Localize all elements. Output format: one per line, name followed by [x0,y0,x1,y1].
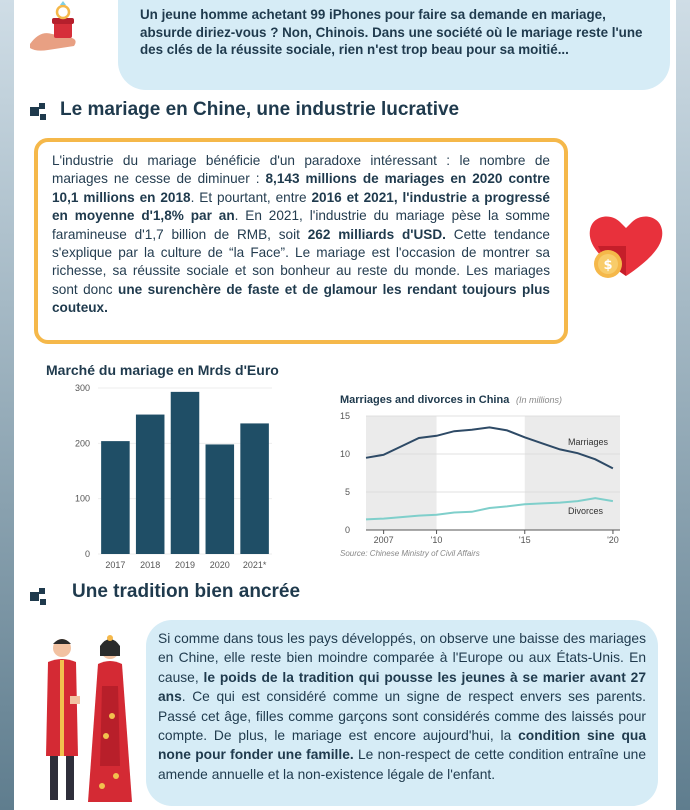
y-tick-label: 200 [74,438,90,449]
x-tick-label: '10 [430,535,443,545]
chart-2-title: Marriages and divorces in China [340,394,510,406]
x-tick-label: '20 [607,535,619,545]
heart-money-icon [586,206,666,286]
page-edge-right [676,0,690,810]
page-edge-left [0,0,14,810]
wedding-couple-illustration [36,626,136,810]
svg-text:$: $ [603,258,613,273]
paragraph-text: . Ce qui est considéré comme un signe de respect envers ses parents. Passé cet âge, filles comme garçons sont considérés comme des laissés pour compte. De plus, le mariage est encore aujourd'hui, la [158,689,646,744]
y-tick-label: 0 [344,525,350,535]
x-tick-label: 2018 [140,560,161,570]
bar [240,423,269,554]
bar [136,415,165,554]
chart-2-subtitle: (In millions) [516,395,563,405]
y-tick-label: 300 [74,383,90,393]
x-tick-label: 2021* [242,560,267,570]
section-bullet-icon [30,588,50,606]
series-label: Marriages [568,437,609,448]
y-tick-label: 5 [344,487,350,497]
highlight-text: le poids de la tradition qui pousse les jeunes à se marier avant 27 ans [158,669,647,705]
x-tick-label: 2017 [105,560,126,570]
paragraph-text: . Et pourtant, entre [190,189,312,205]
y-tick-label: 0 [84,549,90,559]
intro-bubble [118,0,670,90]
section-2-title: Une tradition bien ancrée [72,581,301,602]
highlight-text: une surenchère de faste et de glamour les rendant toujours plus couteux. [52,281,550,316]
series-label: Divorces [568,506,604,517]
ring-box-icon [28,0,88,52]
highlight-text: condition sine qua none pour fonder une famille. [158,728,646,763]
bar [206,444,235,554]
shaded-band [366,416,437,530]
paragraph-text: L'industrie du mariage bénéficie d'un paradoxe intéressant : le nombre de mariages ne cesse de diminuer : [52,153,550,187]
paragraph-text: Le non-respect de cette condition entraîne une amende annuelle et la non-existence légale de l'enfant. [158,747,646,782]
highlight-text: 262 milliards d'USD. [307,226,446,242]
y-tick-label: 10 [339,449,350,459]
section-bullet-icon [30,103,50,121]
chart-2-source: Source: Chinese Ministry of Civil Affairs [340,549,480,558]
y-tick-label: 100 [74,493,90,504]
bar [171,392,200,554]
x-tick-label: '15 [518,535,531,545]
market-bar-chart [60,380,280,575]
tradition-text-bubble [146,620,658,806]
industry-text-box [34,138,568,344]
highlight-text: 2016 et 2021, l'industrie a progressé en moyenne d'1,8% par an [52,189,550,224]
y-tick-label: 15 [339,411,350,421]
x-tick-label: 2019 [174,560,196,570]
marriages-divorces-line-chart [330,390,630,562]
x-tick-label: 2007 [373,535,394,545]
chart-1-title: Marché du mariage en Mrds d'Euro [46,362,279,378]
intro-text: Un jeune homme achetant 99 iPhones pour faire sa demande en mariage, absurde diriez-vous ? Non, Chinois. Dans une société où le mariage reste l'une des clés de la réussite sociale, rien n'est trop beau pour sa moitié... [140,7,643,57]
section-1-title: Le mariage en Chine, une industrie lucrative [60,99,460,120]
bar [101,441,130,554]
paragraph-text: . En 2021, l'industrie du mariage pèse la somme faramineuse d'1,7 billion de RMB, soit [52,208,550,242]
paragraph-text: Cette tendance s'explique par la culture de “la Face”. Le mariage est l'occasion de montrer sa richesse, sa réussite sociale et son bonheur au reste du monde. Les mariages sont donc [52,226,550,297]
x-tick-label: 2020 [209,560,230,570]
paragraph-text: Si comme dans tous les pays développés, on observe une baisse des mariages en Chine, elle reste bien moindre comparée à l'Europe ou aux États-Unis. En cause, [158,631,646,685]
highlight-text: 8,143 millions de mariages en 2020 contre 10,1 millions en 2018 [52,171,550,205]
